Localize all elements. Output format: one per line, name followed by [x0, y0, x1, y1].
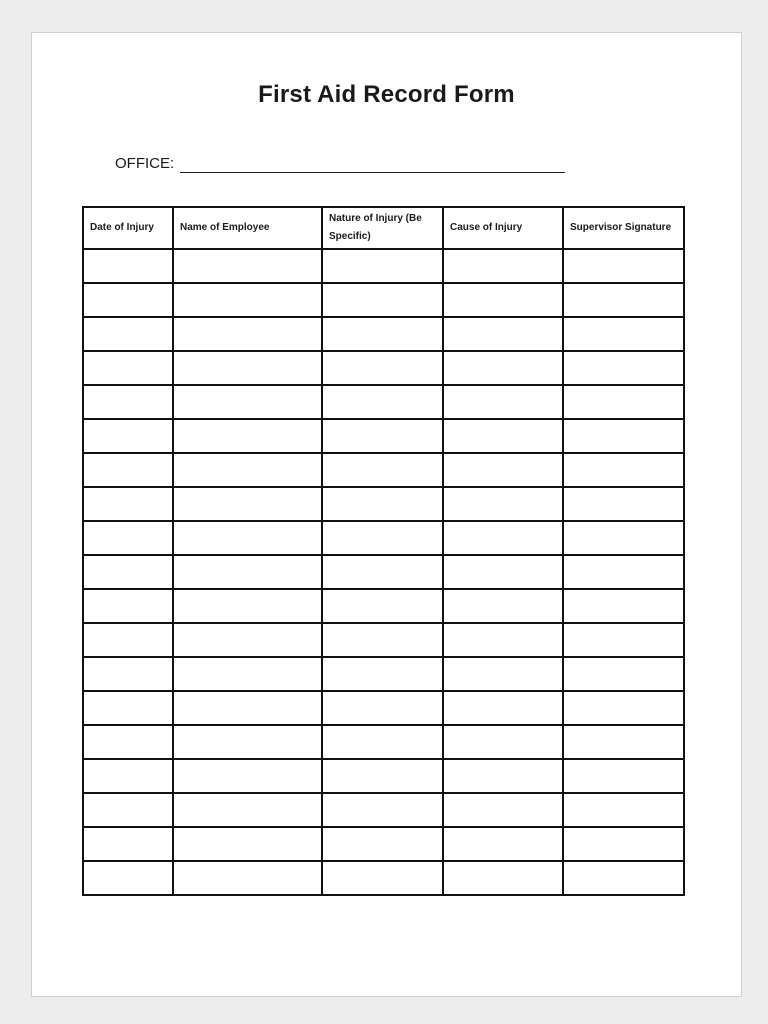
table-cell[interactable]: [83, 657, 173, 691]
table-cell[interactable]: [563, 759, 684, 793]
table-row: [83, 827, 684, 861]
table-cell[interactable]: [322, 487, 443, 521]
table-cell[interactable]: [173, 351, 322, 385]
table-cell[interactable]: [443, 521, 563, 555]
table-cell[interactable]: [443, 249, 563, 283]
table-cell[interactable]: [322, 419, 443, 453]
table-cell[interactable]: [563, 623, 684, 657]
table-cell[interactable]: [83, 521, 173, 555]
table-row: [83, 555, 684, 589]
table-row: [83, 385, 684, 419]
table-cell[interactable]: [443, 793, 563, 827]
table-cell[interactable]: [322, 351, 443, 385]
table-cell[interactable]: [443, 725, 563, 759]
table-cell[interactable]: [322, 317, 443, 351]
office-input-line[interactable]: [180, 156, 565, 173]
table-cell[interactable]: [173, 725, 322, 759]
table-cell[interactable]: [563, 249, 684, 283]
table-row: [83, 861, 684, 895]
table-cell[interactable]: [322, 589, 443, 623]
table-row: [83, 249, 684, 283]
table-cell[interactable]: [173, 657, 322, 691]
table-cell[interactable]: [443, 283, 563, 317]
table-cell[interactable]: [322, 249, 443, 283]
table-cell[interactable]: [322, 385, 443, 419]
table-row: [83, 589, 684, 623]
table-cell[interactable]: [563, 419, 684, 453]
table-cell[interactable]: [322, 691, 443, 725]
table-cell[interactable]: [173, 555, 322, 589]
table-cell[interactable]: [83, 419, 173, 453]
table-cell[interactable]: [563, 317, 684, 351]
table-cell[interactable]: [173, 249, 322, 283]
table-cell[interactable]: [443, 623, 563, 657]
record-table: [82, 206, 685, 896]
table-cell[interactable]: [322, 521, 443, 555]
table-cell[interactable]: [322, 453, 443, 487]
table-cell[interactable]: [563, 385, 684, 419]
table-cell[interactable]: [443, 861, 563, 895]
table-cell[interactable]: [83, 725, 173, 759]
table-cell[interactable]: [173, 691, 322, 725]
table-cell[interactable]: [173, 827, 322, 861]
table-cell[interactable]: [83, 249, 173, 283]
header-date-of-injury: Date of Injury: [83, 207, 173, 249]
table-cell[interactable]: [322, 555, 443, 589]
table-cell[interactable]: [83, 691, 173, 725]
table-cell[interactable]: [563, 283, 684, 317]
table-cell[interactable]: [322, 827, 443, 861]
table-row: [83, 317, 684, 351]
table-cell[interactable]: [83, 385, 173, 419]
table-cell[interactable]: [83, 351, 173, 385]
table-cell[interactable]: [563, 555, 684, 589]
table-cell[interactable]: [563, 521, 684, 555]
table-cell[interactable]: [173, 317, 322, 351]
record-body: [83, 249, 684, 895]
table-cell[interactable]: [83, 317, 173, 351]
table-cell[interactable]: [173, 589, 322, 623]
table-cell[interactable]: [563, 691, 684, 725]
table-cell[interactable]: [563, 657, 684, 691]
table-cell[interactable]: [173, 453, 322, 487]
table-cell[interactable]: [83, 827, 173, 861]
table-cell[interactable]: [322, 725, 443, 759]
table-cell[interactable]: [173, 487, 322, 521]
table-cell[interactable]: [322, 623, 443, 657]
header-cause-of-injury: Cause of Injury: [443, 207, 563, 249]
office-label: OFFICE:: [115, 155, 175, 172]
table-cell[interactable]: [173, 283, 322, 317]
header-nature-of-injury: Nature of Injury (Be Specific): [322, 207, 443, 249]
table-cell[interactable]: [83, 759, 173, 793]
table-cell[interactable]: [443, 317, 563, 351]
table-cell[interactable]: [443, 657, 563, 691]
table-cell[interactable]: [443, 589, 563, 623]
table-cell[interactable]: [83, 453, 173, 487]
table-row: [83, 521, 684, 555]
table-row: [83, 453, 684, 487]
table-cell[interactable]: [563, 589, 684, 623]
table-cell[interactable]: [83, 589, 173, 623]
table-cell[interactable]: [443, 759, 563, 793]
table-cell[interactable]: [443, 419, 563, 453]
table-cell[interactable]: [563, 351, 684, 385]
table-cell[interactable]: [83, 283, 173, 317]
table-row: [83, 623, 684, 657]
table-cell[interactable]: [563, 793, 684, 827]
table-row: [83, 283, 684, 317]
table-cell[interactable]: [322, 283, 443, 317]
table-cell[interactable]: [83, 555, 173, 589]
table-cell[interactable]: [563, 487, 684, 521]
table-cell[interactable]: [173, 861, 322, 895]
table-cell[interactable]: [443, 351, 563, 385]
table-row: [83, 691, 684, 725]
office-field: [115, 155, 565, 173]
table-cell[interactable]: [322, 759, 443, 793]
table-cell[interactable]: [83, 861, 173, 895]
table-row: [83, 487, 684, 521]
form-title: First Aid Record Form: [258, 81, 515, 108]
table-header-row: [83, 207, 684, 249]
header-supervisor-signature: Supervisor Signature: [563, 207, 684, 249]
table-cell[interactable]: [322, 793, 443, 827]
table-cell[interactable]: [322, 861, 443, 895]
table-row: [83, 793, 684, 827]
table-cell[interactable]: [173, 623, 322, 657]
table-cell[interactable]: [443, 827, 563, 861]
form-page: [31, 32, 742, 997]
table-row: [83, 657, 684, 691]
table-cell[interactable]: [563, 453, 684, 487]
table-cell[interactable]: [173, 419, 322, 453]
table-row: [83, 725, 684, 759]
table-cell[interactable]: [443, 453, 563, 487]
table-cell[interactable]: [563, 861, 684, 895]
table-cell[interactable]: [83, 793, 173, 827]
table-cell[interactable]: [563, 827, 684, 861]
table-cell[interactable]: [83, 623, 173, 657]
table-cell[interactable]: [443, 385, 563, 419]
table-cell[interactable]: [443, 487, 563, 521]
table-cell[interactable]: [443, 691, 563, 725]
table-cell[interactable]: [173, 521, 322, 555]
table-cell[interactable]: [83, 487, 173, 521]
table-cell[interactable]: [173, 385, 322, 419]
table-row: [83, 419, 684, 453]
table-cell[interactable]: [173, 759, 322, 793]
table-cell[interactable]: [563, 725, 684, 759]
table-cell[interactable]: [322, 657, 443, 691]
table-row: [83, 351, 684, 385]
table-row: [83, 759, 684, 793]
table-cell[interactable]: [443, 555, 563, 589]
table-cell[interactable]: [173, 793, 322, 827]
header-name-of-employee: Name of Employee: [173, 207, 322, 249]
